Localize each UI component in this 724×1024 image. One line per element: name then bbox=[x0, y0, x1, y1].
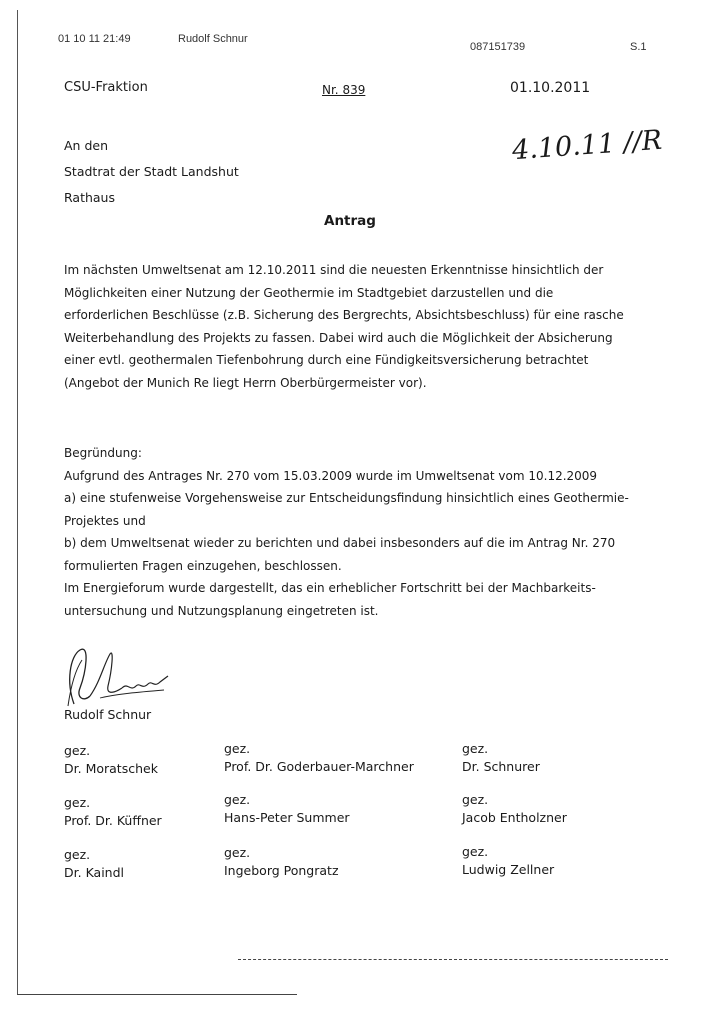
fax-page: S.1 bbox=[630, 41, 647, 53]
reasoning-section bbox=[64, 442, 629, 622]
cosigner-name: Dr. Schnurer bbox=[462, 759, 540, 774]
fax-sender: Rudolf Schnur bbox=[178, 33, 248, 45]
cosigner-block bbox=[64, 794, 162, 830]
paragraph-line: (Angebot der Munich Re liegt Herrn Oberbürgermeister vor). bbox=[64, 375, 427, 390]
gez-label: gez. bbox=[64, 847, 91, 862]
gez-label: gez. bbox=[224, 741, 251, 756]
cosigner-name: Ludwig Zellner bbox=[462, 862, 555, 877]
reasoning-line: Im Energieforum wurde dargestellt, das ein erheblicher Fortschritt bei der Machbarkeits- bbox=[64, 581, 596, 595]
gez-label: gez. bbox=[64, 743, 91, 758]
cosigner-name: Dr. Kaindl bbox=[64, 865, 125, 880]
recipient-line-1: An den bbox=[64, 138, 108, 153]
recipient-line-3: Rathaus bbox=[64, 190, 115, 205]
recipient-line-2: Stadtrat der Stadt Landshut bbox=[64, 164, 239, 179]
gez-label: gez. bbox=[224, 845, 251, 860]
party-name: CSU-Fraktion bbox=[64, 80, 148, 95]
cosigner-block bbox=[64, 846, 124, 882]
footer-dashed-rule bbox=[238, 959, 668, 960]
motion-number: Nr. 839 bbox=[322, 83, 366, 97]
gez-label: gez. bbox=[462, 741, 489, 756]
footer-solid-rule bbox=[17, 994, 297, 995]
cosigner-block bbox=[224, 844, 339, 880]
cosigner-name: Dr. Moratschek bbox=[64, 761, 158, 776]
gez-label: gez. bbox=[64, 795, 91, 810]
gez-label: gez. bbox=[462, 844, 489, 859]
paragraph-line: Möglichkeiten einer Nutzung der Geothermie im Stadtgebiet darzustellen und die bbox=[64, 285, 554, 300]
scan-left-edge bbox=[17, 10, 18, 995]
gez-label: gez. bbox=[224, 792, 251, 807]
gez-label: gez. bbox=[462, 792, 489, 807]
document-title: Antrag bbox=[324, 213, 376, 229]
reasoning-line: Projektes und bbox=[64, 513, 146, 528]
cosigner-block bbox=[462, 740, 540, 776]
cosigner-name: Ingeborg Pongratz bbox=[224, 863, 339, 878]
reasoning-heading: Begründung: bbox=[64, 446, 142, 460]
reasoning-line: a) eine stufenweise Vorgehensweise zur Entscheidungsfindung hinsichtlich eines Geothermie- bbox=[64, 491, 629, 505]
signer-name: Rudolf Schnur bbox=[64, 707, 152, 722]
cosigner-block bbox=[462, 843, 554, 879]
cosigner-name: Jacob Entholzner bbox=[462, 810, 567, 825]
paragraph-line: erforderlichen Beschlüsse (z.B. Sicherung des Bergrechts, Absichtsbeschluss) für eine rasche bbox=[64, 308, 624, 322]
paragraph-line: Weiterbehandlung des Projekts zu fassen. Dabei wird auch die Möglichkeit der Absicherung bbox=[64, 330, 613, 345]
reasoning-line: Aufgrund des Antrages Nr. 270 vom 15.03.2009 wurde im Umweltsenat vom 10.12.2009 bbox=[64, 468, 598, 483]
received-handwritten-note: 4.10.11 //R bbox=[511, 124, 664, 167]
paragraph-line: Im nächsten Umweltsenat am 12.10.2011 sind die neuesten Erkenntnisse hinsichtlich der bbox=[64, 263, 604, 277]
document-date: 01.10.2011 bbox=[510, 80, 591, 96]
fax-timestamp: 01 10 11 21:49 bbox=[58, 33, 131, 45]
reasoning-line: untersuchung und Nutzungsplanung eingetreten ist. bbox=[64, 603, 379, 618]
handwritten-signature bbox=[60, 642, 180, 714]
cosigner-name: Hans-Peter Summer bbox=[224, 810, 350, 825]
cosigner-name: Prof. Dr. Goderbauer-Marchner bbox=[224, 759, 414, 774]
cosigner-block bbox=[224, 740, 414, 776]
cosigner-block bbox=[224, 791, 350, 827]
reasoning-line: formulierten Fragen einzugehen, beschlossen. bbox=[64, 558, 342, 573]
reasoning-line: b) dem Umweltsenat wieder zu berichten und dabei insbesonders auf die im Antrag Nr. 270 bbox=[64, 536, 616, 550]
fax-number: 087151739 bbox=[470, 41, 526, 53]
cosigner-name: Prof. Dr. Küffner bbox=[64, 813, 162, 828]
paragraph-main bbox=[64, 259, 624, 394]
cosigner-block bbox=[64, 742, 158, 778]
cosigner-block bbox=[462, 791, 567, 827]
paragraph-line: einer evtl. geothermalen Tiefenbohrung durch eine Fündigkeitsversicherung betrachtet bbox=[64, 353, 589, 367]
